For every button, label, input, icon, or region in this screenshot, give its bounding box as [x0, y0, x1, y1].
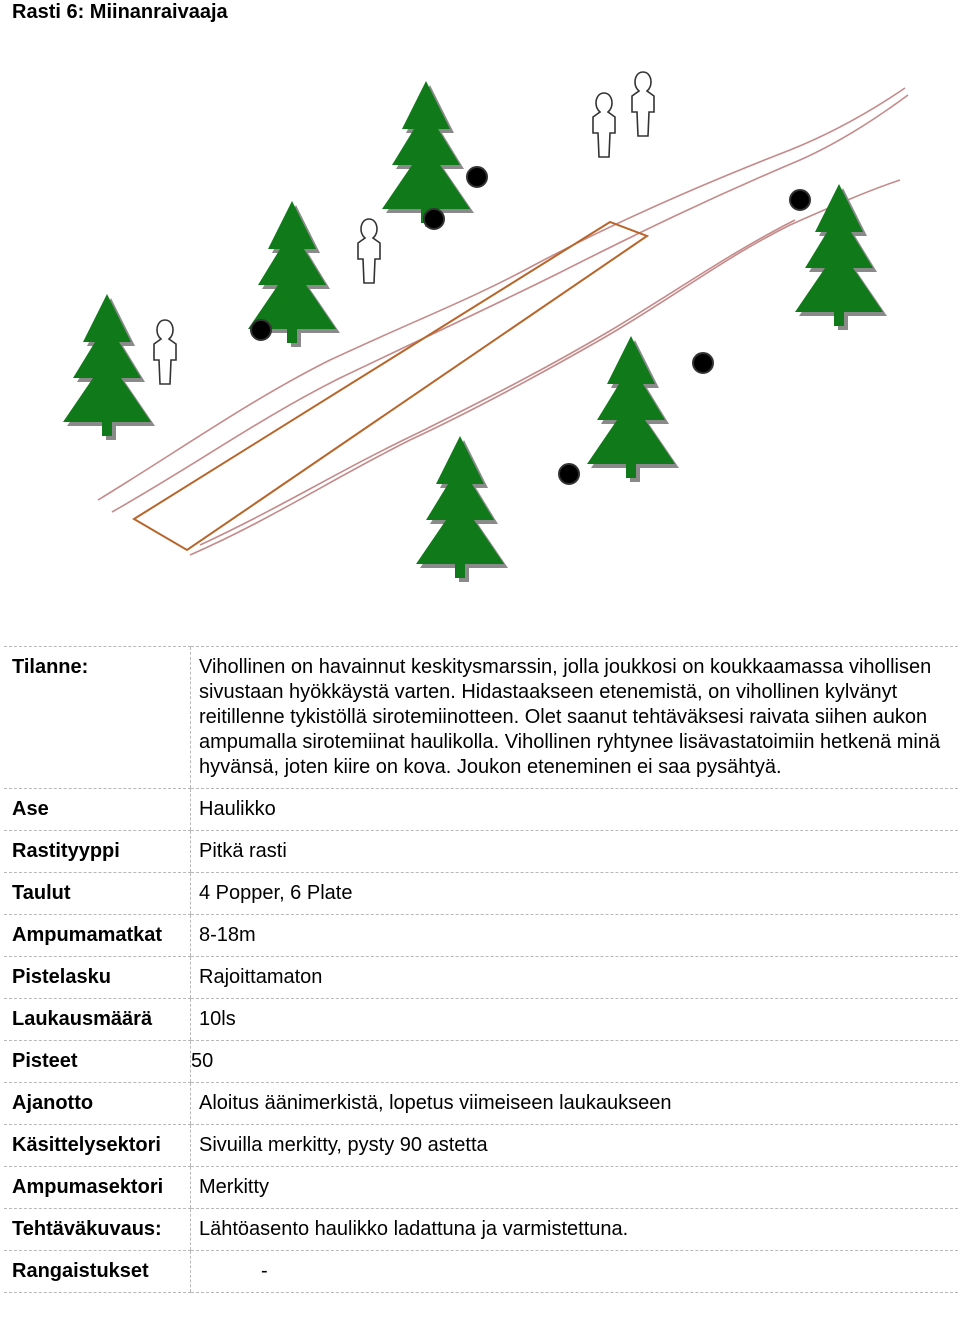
table-row: [4, 1209, 958, 1251]
popper-target-icon: [593, 93, 615, 157]
row-value: Sivuilla merkitty, pysty 90 astetta: [191, 1125, 959, 1167]
table-row: [4, 789, 958, 831]
row-value: Pitkä rasti: [191, 831, 959, 873]
table-row: [4, 831, 958, 873]
row-value: 8-18m: [191, 915, 959, 957]
table-row: [4, 957, 958, 999]
row-label: Rastityyppi: [4, 831, 191, 873]
pine-tree-icon: [382, 81, 474, 227]
table-row: [4, 647, 958, 789]
plate-target-icon: [467, 167, 487, 187]
row-value: Haulikko: [191, 789, 959, 831]
popper-target-icon: [154, 320, 176, 384]
row-label: Rangaistukset: [4, 1251, 191, 1293]
row-value: Merkitty: [191, 1167, 959, 1209]
popper-target-icon: [632, 72, 654, 136]
table-row: [4, 1125, 958, 1167]
plate-target-icon: [693, 353, 713, 373]
row-value: 4 Popper, 6 Plate: [191, 873, 959, 915]
row-label: Tilanne:: [4, 647, 191, 789]
table-row: [4, 1041, 958, 1083]
row-label: Laukausmäärä: [4, 999, 191, 1041]
table-row: [4, 915, 958, 957]
page-title: Rasti 6: Miinanraivaaja: [12, 1, 228, 23]
pine-tree-icon: [63, 294, 155, 440]
table-row: [4, 1167, 958, 1209]
stage-diagram: [0, 40, 960, 640]
row-label: Pisteet: [4, 1041, 191, 1083]
row-value: Lähtöasento haulikko ladattuna ja varmistettuna.: [191, 1209, 959, 1251]
table-row: [4, 999, 958, 1041]
row-label: Ampumasektori: [4, 1167, 191, 1209]
stage-info-table: [4, 646, 958, 1293]
row-label: Pistelasku: [4, 957, 191, 999]
plate-target-icon: [790, 190, 810, 210]
row-label: Ase: [4, 789, 191, 831]
table-row: [4, 873, 958, 915]
plate-target-icon: [251, 320, 271, 340]
row-label: Tehtäväkuvaus:: [4, 1209, 191, 1251]
row-label: Taulut: [4, 873, 191, 915]
row-value: 10ls: [191, 999, 959, 1041]
table-row: [4, 1083, 958, 1125]
row-label: Ajanotto: [4, 1083, 191, 1125]
plate-target-icon: [424, 209, 444, 229]
row-label: Ampumamatkat: [4, 915, 191, 957]
row-value: 50: [191, 1041, 959, 1083]
plate-target-icon: [559, 464, 579, 484]
pine-tree-icon: [416, 436, 508, 582]
popper-target-icon: [358, 219, 380, 283]
row-value: -: [191, 1251, 959, 1293]
row-value: Rajoittamaton: [191, 957, 959, 999]
corridor-area: [134, 222, 647, 550]
table-row: [4, 1251, 958, 1293]
row-value: Aloitus äänimerkistä, lopetus viimeiseen laukaukseen: [191, 1083, 959, 1125]
row-label: Käsittelysektori: [4, 1125, 191, 1167]
pine-tree-icon: [587, 336, 679, 482]
road-edges: [98, 88, 908, 555]
row-value: Vihollinen on havainnut keskitysmarssin, jolla joukkosi on koukkaamassa vihollisen sivustaan hyökkäystä varten. Hidastaakseen etenemistä, on vihollinen kylvänyt reitillenne tykistöllä sirotemiinotteen. Olet saanut tehtäväksesi raivata siihen aukon ampumalla sirotemiinat haulikolla. Vihollinen ryhtynee lisävastatoimiin hetkenä minä hyvänsä, joten kiire on kova. Joukon eteneminen ei saa pysähtyä.: [191, 647, 959, 789]
